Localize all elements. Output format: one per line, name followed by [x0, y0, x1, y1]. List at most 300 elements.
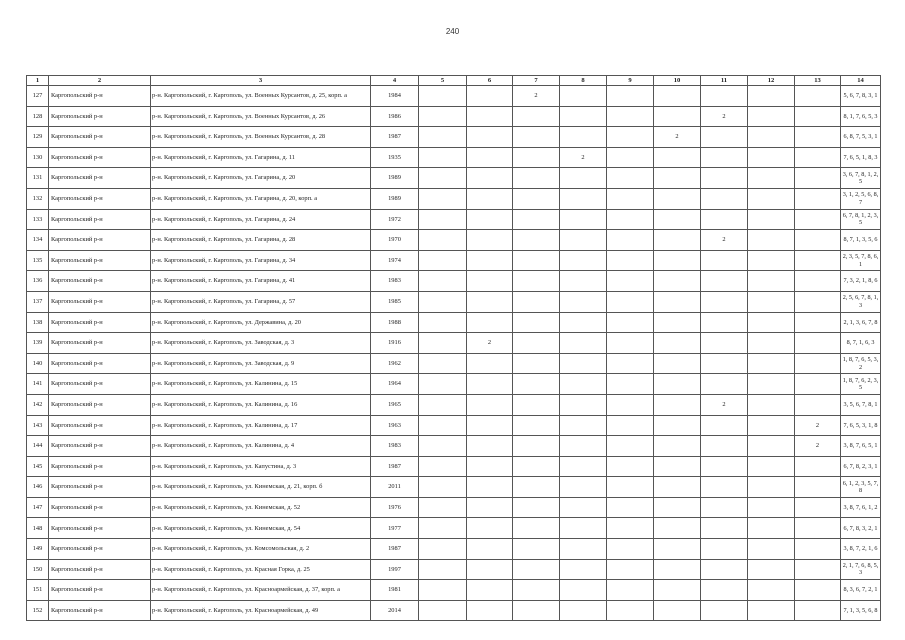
value-cell	[795, 291, 841, 312]
column-header: 3	[151, 76, 371, 86]
value-cell	[654, 291, 701, 312]
value-cell	[748, 580, 795, 601]
column-header: 1	[27, 76, 49, 86]
value-cell	[467, 168, 513, 189]
value-cell	[607, 250, 654, 271]
address-cell: р-н. Каргопольский, г. Каргополь, ул. Гагарина, д. 57	[151, 291, 371, 312]
row-number-cell: 133	[27, 209, 49, 230]
value-cell	[701, 518, 748, 539]
district-cell: Каргопольский р-н	[49, 518, 151, 539]
value-cell: 2	[654, 127, 701, 148]
order-cell: 3, 1, 2, 5, 6, 8, 7	[841, 188, 881, 209]
district-cell: Каргопольский р-н	[49, 477, 151, 498]
value-cell	[467, 436, 513, 457]
table-row	[27, 127, 881, 148]
address-cell: р-н. Каргопольский, г. Каргополь, ул. Военных Курсантов, д. 28	[151, 127, 371, 148]
value-cell	[419, 580, 467, 601]
district-cell: Каргопольский р-н	[49, 580, 151, 601]
value-cell	[795, 456, 841, 477]
value-cell	[467, 456, 513, 477]
row-number-cell: 131	[27, 168, 49, 189]
row-number-cell: 140	[27, 353, 49, 374]
row-number-cell: 137	[27, 291, 49, 312]
value-cell	[795, 539, 841, 560]
value-cell	[513, 106, 560, 127]
value-cell: 2	[795, 436, 841, 457]
column-header: 13	[795, 76, 841, 86]
year-cell: 1984	[371, 86, 419, 107]
value-cell	[513, 559, 560, 580]
row-number-cell: 135	[27, 250, 49, 271]
district-cell: Каргопольский р-н	[49, 86, 151, 107]
address-cell: р-н. Каргопольский, г. Каргополь, ул. Калинина, д. 15	[151, 374, 371, 395]
value-cell: 2	[701, 394, 748, 415]
value-cell	[654, 456, 701, 477]
address-cell: р-н. Каргопольский, г. Каргополь, ул. Гагарина, д. 24	[151, 209, 371, 230]
value-cell	[748, 539, 795, 560]
address-cell: р-н. Каргопольский, г. Каргополь, ул. Капустина, д. 3	[151, 456, 371, 477]
value-cell	[748, 477, 795, 498]
value-cell	[607, 600, 654, 621]
value-cell	[654, 539, 701, 560]
district-cell: Каргопольский р-н	[49, 312, 151, 333]
value-cell	[560, 168, 607, 189]
value-cell	[467, 86, 513, 107]
value-cell	[701, 209, 748, 230]
value-cell	[748, 456, 795, 477]
year-cell: 1988	[371, 312, 419, 333]
value-cell	[419, 497, 467, 518]
value-cell	[654, 271, 701, 292]
table-row	[27, 600, 881, 621]
district-cell: Каргопольский р-н	[49, 436, 151, 457]
row-number-cell: 128	[27, 106, 49, 127]
value-cell: 2	[560, 147, 607, 168]
year-cell: 1977	[371, 518, 419, 539]
value-cell	[560, 127, 607, 148]
value-cell	[701, 497, 748, 518]
value-cell	[560, 539, 607, 560]
order-cell: 6, 1, 2, 3, 5, 7, 8	[841, 477, 881, 498]
table-row	[27, 291, 881, 312]
order-cell: 7, 6, 5, 3, 1, 8	[841, 415, 881, 436]
column-header: 12	[748, 76, 795, 86]
order-cell: 8, 7, 1, 6, 3	[841, 333, 881, 354]
order-cell: 7, 3, 2, 1, 8, 6	[841, 271, 881, 292]
value-cell	[560, 271, 607, 292]
order-cell: 6, 7, 8, 3, 2, 1	[841, 518, 881, 539]
value-cell	[701, 291, 748, 312]
value-cell	[701, 188, 748, 209]
value-cell	[560, 353, 607, 374]
year-cell: 1981	[371, 580, 419, 601]
value-cell	[419, 415, 467, 436]
district-cell: Каргопольский р-н	[49, 168, 151, 189]
value-cell	[607, 518, 654, 539]
value-cell	[467, 147, 513, 168]
value-cell	[654, 250, 701, 271]
value-cell	[654, 106, 701, 127]
value-cell	[560, 86, 607, 107]
column-header: 6	[467, 76, 513, 86]
table-row	[27, 230, 881, 251]
table-row	[27, 353, 881, 374]
value-cell	[513, 188, 560, 209]
value-cell	[748, 353, 795, 374]
value-cell: 2	[701, 230, 748, 251]
address-cell: р-н. Каргопольский, г. Каргополь, ул. Державина, д. 20	[151, 312, 371, 333]
column-header: 8	[560, 76, 607, 86]
value-cell	[419, 374, 467, 395]
value-cell	[748, 559, 795, 580]
value-cell	[701, 127, 748, 148]
address-cell: р-н. Каргопольский, г. Каргополь, ул. Гагарина, д. 20	[151, 168, 371, 189]
year-cell: 1986	[371, 106, 419, 127]
value-cell	[467, 312, 513, 333]
value-cell	[701, 559, 748, 580]
order-cell: 7, 6, 5, 1, 8, 3	[841, 147, 881, 168]
column-header: 9	[607, 76, 654, 86]
column-header: 5	[419, 76, 467, 86]
table-row	[27, 415, 881, 436]
district-cell: Каргопольский р-н	[49, 415, 151, 436]
order-cell: 5, 6, 7, 8, 3, 1	[841, 86, 881, 107]
value-cell	[748, 86, 795, 107]
value-cell	[654, 147, 701, 168]
value-cell	[795, 127, 841, 148]
value-cell	[513, 353, 560, 374]
table-row	[27, 250, 881, 271]
value-cell	[701, 312, 748, 333]
value-cell: 2	[467, 333, 513, 354]
value-cell	[467, 559, 513, 580]
value-cell	[467, 188, 513, 209]
value-cell	[654, 168, 701, 189]
value-cell	[560, 518, 607, 539]
value-cell	[467, 271, 513, 292]
value-cell	[513, 333, 560, 354]
value-cell	[701, 456, 748, 477]
value-cell	[560, 477, 607, 498]
district-cell: Каргопольский р-н	[49, 147, 151, 168]
value-cell	[513, 374, 560, 395]
row-number-cell: 148	[27, 518, 49, 539]
value-cell	[795, 168, 841, 189]
district-cell: Каргопольский р-н	[49, 497, 151, 518]
address-cell: р-н. Каргопольский, г. Каргополь, ул. Красноармейская, д. 37, корп. а	[151, 580, 371, 601]
district-cell: Каргопольский р-н	[49, 230, 151, 251]
header-row	[27, 76, 881, 86]
value-cell	[654, 374, 701, 395]
value-cell	[654, 86, 701, 107]
value-cell	[513, 436, 560, 457]
value-cell	[419, 518, 467, 539]
value-cell	[513, 539, 560, 560]
row-number-cell: 145	[27, 456, 49, 477]
value-cell	[701, 353, 748, 374]
value-cell	[607, 106, 654, 127]
value-cell	[654, 230, 701, 251]
value-cell	[467, 250, 513, 271]
value-cell	[513, 291, 560, 312]
address-cell: р-н. Каргопольский, г. Каргополь, ул. Военных Курсантов, д. 25, корп. а	[151, 86, 371, 107]
value-cell	[467, 353, 513, 374]
district-cell: Каргопольский р-н	[49, 127, 151, 148]
value-cell	[560, 559, 607, 580]
value-cell	[748, 271, 795, 292]
year-cell: 1987	[371, 456, 419, 477]
district-cell: Каргопольский р-н	[49, 353, 151, 374]
value-cell	[467, 127, 513, 148]
row-number-cell: 150	[27, 559, 49, 580]
address-cell: р-н. Каргопольский, г. Каргополь, ул. Гагарина, д. 11	[151, 147, 371, 168]
table-row	[27, 539, 881, 560]
value-cell	[701, 436, 748, 457]
order-cell: 3, 8, 7, 6, 1, 2	[841, 497, 881, 518]
value-cell	[513, 456, 560, 477]
value-cell	[419, 333, 467, 354]
order-cell: 8, 1, 7, 6, 5, 3	[841, 106, 881, 127]
value-cell	[513, 600, 560, 621]
row-number-cell: 152	[27, 600, 49, 621]
table-row	[27, 559, 881, 580]
value-cell	[795, 477, 841, 498]
value-cell	[748, 147, 795, 168]
year-cell: 1989	[371, 168, 419, 189]
column-header: 7	[513, 76, 560, 86]
value-cell	[607, 127, 654, 148]
value-cell	[607, 86, 654, 107]
value-cell	[748, 600, 795, 621]
value-cell	[607, 374, 654, 395]
column-header: 11	[701, 76, 748, 86]
address-cell: р-н. Каргопольский, г. Каргополь, ул. Комсомольская, д. 2	[151, 539, 371, 560]
year-cell: 1962	[371, 353, 419, 374]
value-cell	[795, 353, 841, 374]
year-cell: 1985	[371, 291, 419, 312]
order-cell: 3, 8, 7, 6, 5, 1	[841, 436, 881, 457]
value-cell	[748, 415, 795, 436]
column-header: 10	[654, 76, 701, 86]
value-cell	[419, 250, 467, 271]
value-cell	[607, 559, 654, 580]
value-cell	[795, 250, 841, 271]
value-cell	[795, 188, 841, 209]
value-cell: 2	[795, 415, 841, 436]
district-cell: Каргопольский р-н	[49, 106, 151, 127]
value-cell	[560, 312, 607, 333]
order-cell: 6, 7, 8, 1, 2, 3, 5	[841, 209, 881, 230]
year-cell: 1935	[371, 147, 419, 168]
value-cell	[748, 106, 795, 127]
value-cell	[560, 374, 607, 395]
value-cell	[467, 106, 513, 127]
value-cell: 2	[701, 106, 748, 127]
value-cell	[467, 374, 513, 395]
address-cell: р-н. Каргопольский, г. Каргополь, ул. Гагарина, д. 34	[151, 250, 371, 271]
row-number-cell: 147	[27, 497, 49, 518]
value-cell	[560, 106, 607, 127]
value-cell	[467, 497, 513, 518]
value-cell	[607, 497, 654, 518]
value-cell	[748, 394, 795, 415]
value-cell	[654, 415, 701, 436]
row-number-cell: 130	[27, 147, 49, 168]
order-cell: 1, 8, 7, 6, 2, 3, 5	[841, 374, 881, 395]
value-cell	[467, 209, 513, 230]
value-cell	[419, 539, 467, 560]
value-cell	[748, 374, 795, 395]
column-header: 4	[371, 76, 419, 86]
value-cell	[607, 456, 654, 477]
value-cell	[419, 127, 467, 148]
row-number-cell: 138	[27, 312, 49, 333]
address-cell: р-н. Каргопольский, г. Каргополь, ул. Гагарина, д. 28	[151, 230, 371, 251]
value-cell	[513, 127, 560, 148]
value-cell	[607, 415, 654, 436]
value-cell	[513, 415, 560, 436]
value-cell	[795, 271, 841, 292]
value-cell	[795, 209, 841, 230]
row-number-cell: 132	[27, 188, 49, 209]
address-cell: р-н. Каргопольский, г. Каргополь, ул. Военных Курсантов, д. 26	[151, 106, 371, 127]
value-cell	[419, 353, 467, 374]
value-cell	[560, 230, 607, 251]
value-cell	[701, 477, 748, 498]
value-cell	[607, 477, 654, 498]
value-cell	[654, 394, 701, 415]
value-cell	[607, 271, 654, 292]
value-cell	[701, 333, 748, 354]
table-row	[27, 312, 881, 333]
column-header: 2	[49, 76, 151, 86]
value-cell	[795, 600, 841, 621]
value-cell	[419, 147, 467, 168]
value-cell	[607, 312, 654, 333]
value-cell	[607, 147, 654, 168]
address-cell: р-н. Каргопольский, г. Каргополь, ул. Красная Горка, д. 25	[151, 559, 371, 580]
value-cell	[513, 209, 560, 230]
value-cell	[701, 271, 748, 292]
order-cell: 8, 7, 1, 3, 5, 6	[841, 230, 881, 251]
year-cell: 1916	[371, 333, 419, 354]
table-row	[27, 497, 881, 518]
table-row	[27, 436, 881, 457]
order-cell: 6, 7, 8, 2, 3, 1	[841, 456, 881, 477]
value-cell	[419, 86, 467, 107]
value-cell	[654, 436, 701, 457]
table-row	[27, 333, 881, 354]
value-cell: 2	[513, 86, 560, 107]
value-cell	[513, 271, 560, 292]
year-cell: 1964	[371, 374, 419, 395]
row-number-cell: 139	[27, 333, 49, 354]
value-cell	[607, 539, 654, 560]
value-cell	[795, 106, 841, 127]
year-cell: 1965	[371, 394, 419, 415]
value-cell	[654, 518, 701, 539]
table-row	[27, 374, 881, 395]
row-number-cell: 143	[27, 415, 49, 436]
value-cell	[560, 394, 607, 415]
table-row	[27, 477, 881, 498]
year-cell: 1983	[371, 271, 419, 292]
value-cell	[467, 600, 513, 621]
value-cell	[748, 333, 795, 354]
value-cell	[419, 291, 467, 312]
value-cell	[467, 518, 513, 539]
value-cell	[467, 394, 513, 415]
value-cell	[560, 497, 607, 518]
value-cell	[419, 394, 467, 415]
value-cell	[607, 333, 654, 354]
value-cell	[701, 147, 748, 168]
order-cell: 7, 1, 3, 5, 6, 8	[841, 600, 881, 621]
value-cell	[467, 477, 513, 498]
value-cell	[419, 600, 467, 621]
district-cell: Каргопольский р-н	[49, 271, 151, 292]
address-cell: р-н. Каргопольский, г. Каргополь, ул. Красноармейская, д. 49	[151, 600, 371, 621]
value-cell	[654, 580, 701, 601]
address-cell: р-н. Каргопольский, г. Каргополь, ул. Кинемская, д. 54	[151, 518, 371, 539]
value-cell	[748, 168, 795, 189]
value-cell	[748, 250, 795, 271]
value-cell	[748, 312, 795, 333]
value-cell	[795, 497, 841, 518]
row-number-cell: 136	[27, 271, 49, 292]
value-cell	[467, 291, 513, 312]
order-cell: 1, 8, 7, 6, 5, 3, 2	[841, 353, 881, 374]
value-cell	[419, 188, 467, 209]
value-cell	[654, 477, 701, 498]
value-cell	[560, 415, 607, 436]
value-cell	[748, 127, 795, 148]
district-cell: Каргопольский р-н	[49, 539, 151, 560]
value-cell	[748, 497, 795, 518]
district-cell: Каргопольский р-н	[49, 559, 151, 580]
value-cell	[560, 600, 607, 621]
order-cell: 2, 1, 7, 6, 8, 5, 3	[841, 559, 881, 580]
value-cell	[654, 353, 701, 374]
row-number-cell: 144	[27, 436, 49, 457]
table-row	[27, 394, 881, 415]
value-cell	[560, 436, 607, 457]
order-cell: 2, 3, 5, 7, 8, 6, 1	[841, 250, 881, 271]
page-number: 240	[445, 27, 460, 36]
value-cell	[795, 559, 841, 580]
year-cell: 1963	[371, 415, 419, 436]
value-cell	[467, 415, 513, 436]
value-cell	[607, 168, 654, 189]
district-cell: Каргопольский р-н	[49, 188, 151, 209]
value-cell	[795, 86, 841, 107]
value-cell	[748, 209, 795, 230]
value-cell	[419, 312, 467, 333]
district-cell: Каргопольский р-н	[49, 456, 151, 477]
value-cell	[419, 271, 467, 292]
value-cell	[560, 333, 607, 354]
value-cell	[560, 456, 607, 477]
row-number-cell: 149	[27, 539, 49, 560]
value-cell	[654, 559, 701, 580]
value-cell	[419, 559, 467, 580]
value-cell	[513, 147, 560, 168]
value-cell	[419, 436, 467, 457]
value-cell	[419, 230, 467, 251]
value-cell	[795, 333, 841, 354]
value-cell	[513, 230, 560, 251]
value-cell	[513, 394, 560, 415]
